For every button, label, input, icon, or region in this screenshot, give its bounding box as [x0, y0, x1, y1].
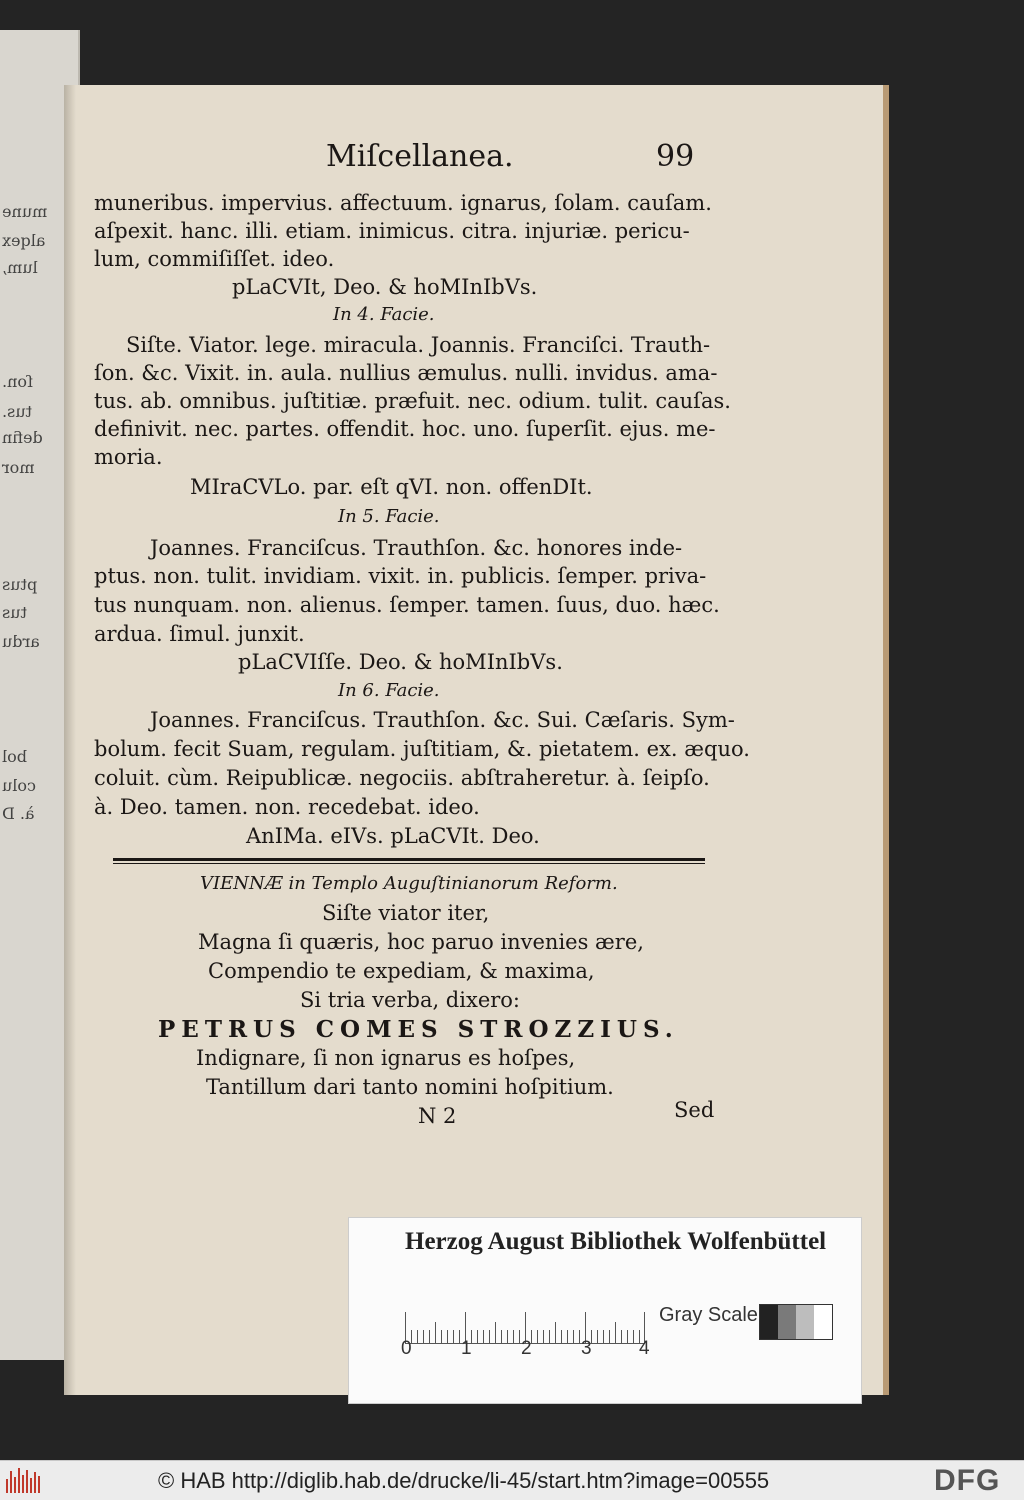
text-line: Siſte. Viator. lege. miracula. Joannis. Franciſci. Trauth-	[126, 333, 711, 357]
text-line: ardua. ſimul. junxit.	[94, 622, 305, 646]
text-line: tus nunquam. non. alienus. ſemper. tamen. ſuus, duo. hæc.	[94, 593, 720, 617]
section-heading: In 6. Facie.	[338, 680, 440, 701]
verse-line: Si tria verba, dixero:	[300, 988, 520, 1012]
text-line: bolum. fecit Suam, regulam. juſtitiam, &. pietatem. ex. æquo.	[94, 737, 750, 761]
viewer-footer	[0, 1460, 1024, 1500]
previous-page-fragment: ptus	[2, 575, 38, 594]
previous-page-fragment: ſon.	[2, 372, 33, 391]
verse-line: Magna ſi quæris, hoc paruo invenies ære,	[198, 930, 644, 954]
text-line: coluit. cùm. Reipublicæ. negociis. abſtraheretur. à. ſeipſo.	[94, 766, 710, 790]
hab-logo-icon	[6, 1468, 42, 1493]
text-line: definivit. nec. partes. offendit. hoc. uno. ſuperſit. ejus. me-	[94, 417, 716, 441]
text-line: lum, commiſiſſet. ideo.	[94, 247, 335, 271]
chronogram-line: pLaCVIſſe. Deo. & hoMInIbVs.	[238, 650, 563, 674]
text-line: muneribus. impervius. affectuum. ignarus, ſolam. cauſam.	[94, 191, 712, 215]
ruler-label: 2	[521, 1338, 532, 1359]
gray-swatch	[778, 1305, 796, 1339]
gray-swatch	[796, 1305, 814, 1339]
previous-page-fragment: tus.	[2, 402, 33, 421]
previous-page-fragment: ardu	[2, 632, 40, 651]
epitaph-name: PETRUS COMES STROZZIUS.	[158, 1016, 679, 1043]
previous-page-fragment: mor	[2, 458, 35, 477]
verse-line: Indignare, ſi non ignarus es hoſpes,	[196, 1046, 576, 1070]
gray-swatch	[760, 1305, 778, 1339]
previous-page-fragment: colu	[2, 776, 37, 795]
section-heading: In 5. Facie.	[338, 506, 440, 527]
running-head: Miſcellanea.	[326, 139, 514, 174]
page-number: 99	[656, 139, 695, 174]
text-line: Joannes. Franciſcus. Trauthſon. &c. honores inde-	[150, 536, 683, 560]
catchword: Sed	[674, 1098, 715, 1122]
text-line: ſon. &c. Vixit. in. aula. nullius æmulus. nulli. invidus. ama-	[94, 361, 718, 385]
chronogram-line: pLaCVIt, Deo. & hoMInIbVs.	[232, 275, 538, 299]
verse-line: Siſte viator iter,	[322, 901, 490, 925]
chronogram-line: AnIMa. eIVs. pLaCVIt. Deo.	[246, 824, 540, 848]
previous-page-fragment: alqex	[2, 231, 46, 250]
library-stamp	[348, 1217, 862, 1404]
ruler-label: 1	[461, 1338, 472, 1359]
text-line: aſpexit. hanc. illi. etiam. inimicus. citra. injuriæ. pericu-	[94, 219, 690, 243]
gray-scale-label: Gray Scale	[659, 1304, 758, 1326]
page-gutter-shadow	[64, 85, 76, 1395]
text-line: moria.	[94, 445, 163, 469]
text-line: tus. ab. omnibus. juſtitiæ. præfuit. nec. odium. tulit. cauſas.	[94, 389, 731, 413]
text-line: à. Deo. tamen. non. recedebat. ideo.	[94, 795, 480, 819]
text-line: Joannes. Franciſcus. Trauthſon. &c. Sui. Cæſaris. Sym-	[150, 708, 735, 732]
double-rule	[113, 858, 705, 861]
dfg-logo: DFG	[934, 1464, 1001, 1497]
chronogram-line: MIraCVLo. par. eſt qVI. non. offenDIt.	[190, 475, 593, 499]
previous-page-fragment: tus	[2, 603, 27, 622]
previous-page-fragment: à. D	[2, 804, 35, 823]
epitaph-heading: VIENNÆ in Templo Auguſtinianorum Reform.	[200, 873, 618, 894]
ruler-label: 3	[581, 1338, 592, 1359]
previous-page-fragment: mune	[2, 202, 48, 221]
gray-swatch	[814, 1305, 832, 1339]
gray-scale-swatches	[759, 1304, 833, 1340]
double-rule	[113, 863, 705, 864]
library-name: Herzog August Bibliothek Wolfenbüttel	[405, 1228, 827, 1255]
signature-mark: N 2	[418, 1104, 457, 1128]
section-heading: In 4. Facie.	[333, 304, 435, 325]
text-line: ptus. non. tulit. invidiam. vixit. in. publicis. ſemper. priva-	[94, 564, 707, 588]
verse-line: Tantillum dari tanto nomini hoſpitium.	[206, 1075, 614, 1099]
previous-page-fragment: bol	[2, 747, 27, 766]
previous-page-fragment: lum,	[2, 258, 38, 277]
previous-page-fragment: defin	[2, 428, 43, 447]
verse-line: Compendio te expediam, & maxima,	[208, 959, 595, 983]
ruler-label: 0	[401, 1338, 412, 1359]
copyright-link[interactable]: © HAB http://diglib.hab.de/drucke/li-45/start.htm?image=00555	[158, 1468, 770, 1493]
ruler-label: 4	[639, 1338, 650, 1359]
